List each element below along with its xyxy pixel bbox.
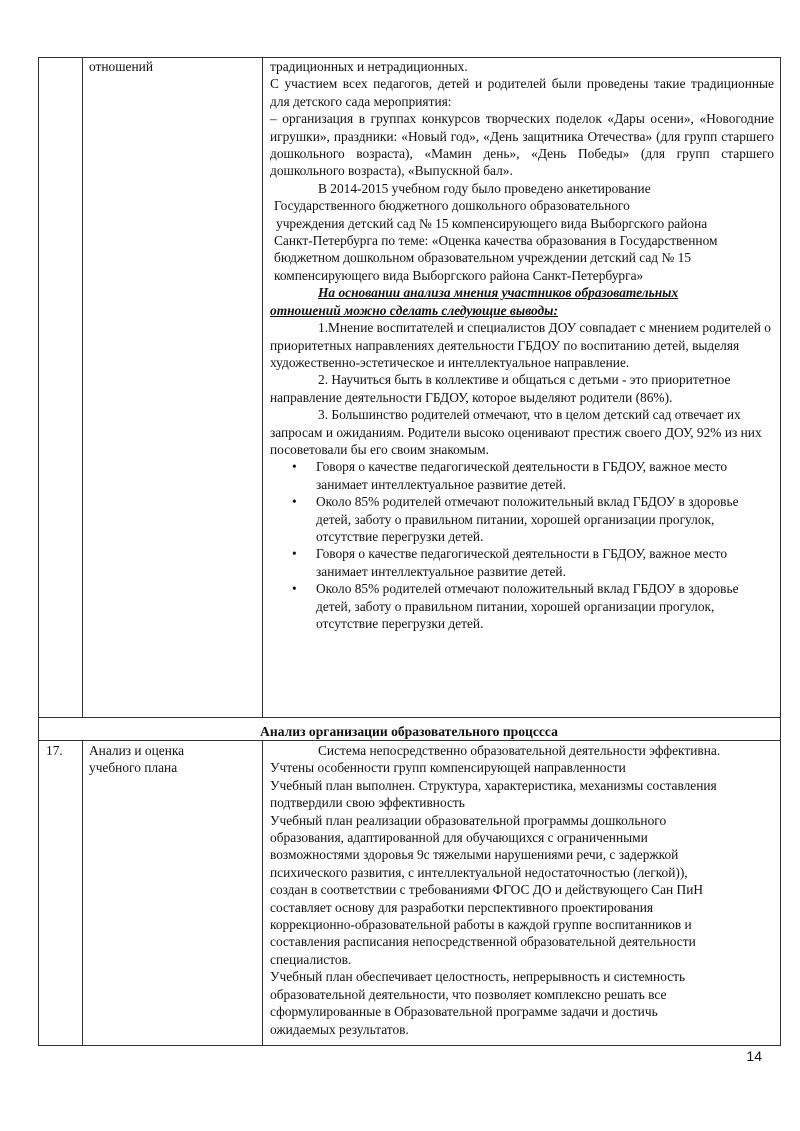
table-border-col1 [82, 57, 83, 717]
table-border-right [780, 57, 781, 1046]
row17-line: ожидаемых результатов. [270, 1021, 409, 1037]
row16-content [270, 58, 774, 632]
conclusion-heading-line: отношений можно сделать следующие выводы: [270, 302, 558, 318]
survey-line: Государственного бюджетного дошкольного образовательного [274, 198, 630, 214]
row17-line: специалистов. [270, 951, 352, 967]
bullet-item: • Говоря о качестве педагогической деятельности в ГБДОУ, важное место занимает интеллектуальное развитие детей. [292, 546, 728, 579]
row17-number: 17. [46, 743, 63, 758]
row17-line: Система непосредственно образовательной деятельности эффективна. [318, 743, 721, 758]
row17-label-line: учебного плана [89, 760, 178, 776]
row17-line: Учебный план обеспечивает целостность, непрерывность и системность [270, 969, 686, 985]
row17-label [89, 742, 257, 777]
row16-label: отношений [89, 59, 153, 74]
survey-line: бюджетном дошкольном образовательном учреждении детский сад № 15 [274, 250, 691, 266]
row17-line: образования, адаптированной для обучающихся с ограниченными [270, 830, 648, 846]
bullet-item: • Говоря о качестве педагогической деятельности в ГБДОУ, важное место занимает интеллектуальное развитие детей. [292, 459, 728, 492]
bullet-item: • Около 85% родителей отмечают положительный вклад ГБДОУ в здоровье детей, заботу о правильном питании, хорошей организации прогулок, отсутствие перегрузки детей. [292, 494, 739, 544]
section-title: Анализ организации образовательного процссса [260, 724, 558, 739]
conclusion-heading-line: На основании анализа мнения участников образовательных [318, 285, 679, 301]
row17-line: создан в соответствии с требованиями ФГОС ДО и действующего Сан ПиН [270, 882, 704, 898]
table-border-col2 [262, 57, 263, 717]
row17-line: Учтены особенности групп компенсирующей направленности [270, 760, 626, 776]
survey-line: В 2014-2015 учебном году было проведено анкетирование [318, 180, 651, 196]
bullet-item: • Около 85% родителей отмечают положительный вклад ГБДОУ в здоровье детей, заботу о правильном питании, хорошей организации прогулок, отсутствие перегрузки детей. [292, 581, 739, 631]
table-border-bottom [38, 1045, 780, 1046]
survey-line: учреждения детский сад № 15 компенсирующего вида Выборгского района [276, 215, 708, 231]
table-border-col2-b [262, 740, 263, 1046]
row17-line: психического развития, с интеллектуальной недостаточностью (легкой)), [270, 864, 688, 880]
row17-label-line: Анализ и оценка [89, 743, 185, 758]
bullet-icon: • [292, 581, 297, 597]
bullet-icon: • [292, 494, 297, 510]
row17-line: образовательной деятельности, что позволяет комплексно решать все [270, 986, 667, 1002]
table-border-col1-b [82, 740, 83, 1046]
row16-paragraph-events: С участием всех педагогов, детей и родителей были проведены такие традиционные для детского сада мероприятия: [270, 76, 774, 109]
survey-line: Санкт-Петербурга по теме: «Оценка качества образования в Государственном [274, 233, 718, 249]
survey-paragraph [270, 180, 774, 284]
row17-line: составляет основу для разработки перспективного проектирования [270, 899, 654, 915]
table-border-left [38, 57, 39, 1046]
row17-line: коррекционно-образовательной работы в каждой группе воспитанников и [270, 917, 692, 933]
row17-line: подтвердили свою эффективность [270, 795, 465, 811]
row17-line: сформулированные в Образовательной программе задачи и достичь [270, 1004, 658, 1020]
bullet-icon: • [292, 459, 297, 475]
row17-line: составления расписания непосредственной образовательной деятельности [270, 934, 696, 950]
table-border-section-bottom [38, 740, 780, 741]
conclusion-heading [270, 284, 774, 319]
conclusion-bullet-list [270, 458, 774, 632]
row17-line: возможностями здоровья 9с тяжелыми нарушениями речи, с задержкой [270, 847, 679, 863]
conclusion-3: 3. Большинство родителей отмечают, что в целом детский сад отвечает их запросам и ожиданиям. Родители высоко оценивают престиж своего ДОУ, 92% из них посоветовали бы его своим знакомым. [270, 407, 762, 457]
survey-line: компенсирующего вида Выборгского района Санкт-Петербурга» [274, 267, 644, 283]
table-border-row16-bottom [38, 717, 780, 718]
row16-intro: традиционных и нетрадиционных. [270, 59, 468, 74]
page-number: 14 [746, 1048, 762, 1064]
row17-line: Учебный план реализации образовательной программы дошкольного [270, 812, 667, 828]
conclusion-2: 2. Научиться быть в коллективе и общаться с детьми - это приоритетное направление деятельности ГБДОУ, которое выделяют родители (86%). [270, 372, 731, 405]
row17-line: Учебный план выполнен. Структура, характеристика, механизмы составления [270, 777, 717, 793]
row17-content [270, 742, 776, 1038]
conclusion-1: 1.Мнение воспитателей и специалистов ДОУ совпадает с мнением родителей о приоритетных направлениях деятельности ГБДОУ по воспитанию детей, выделяя художественно-эстетическое и интеллектуальное направление. [270, 320, 771, 370]
bullet-icon: • [292, 546, 297, 562]
row16-paragraph-contests: – организация в группах конкурсов творческих поделок «Дары осени», «Новогодние игрушки», праздники: «Новый год», «День защитника Отечества» (для групп старшего дошкольного возраста), «Мамин день», «День Победы» (для групп старшего дошкольного возраста), «Выпускной бал». [270, 111, 774, 179]
